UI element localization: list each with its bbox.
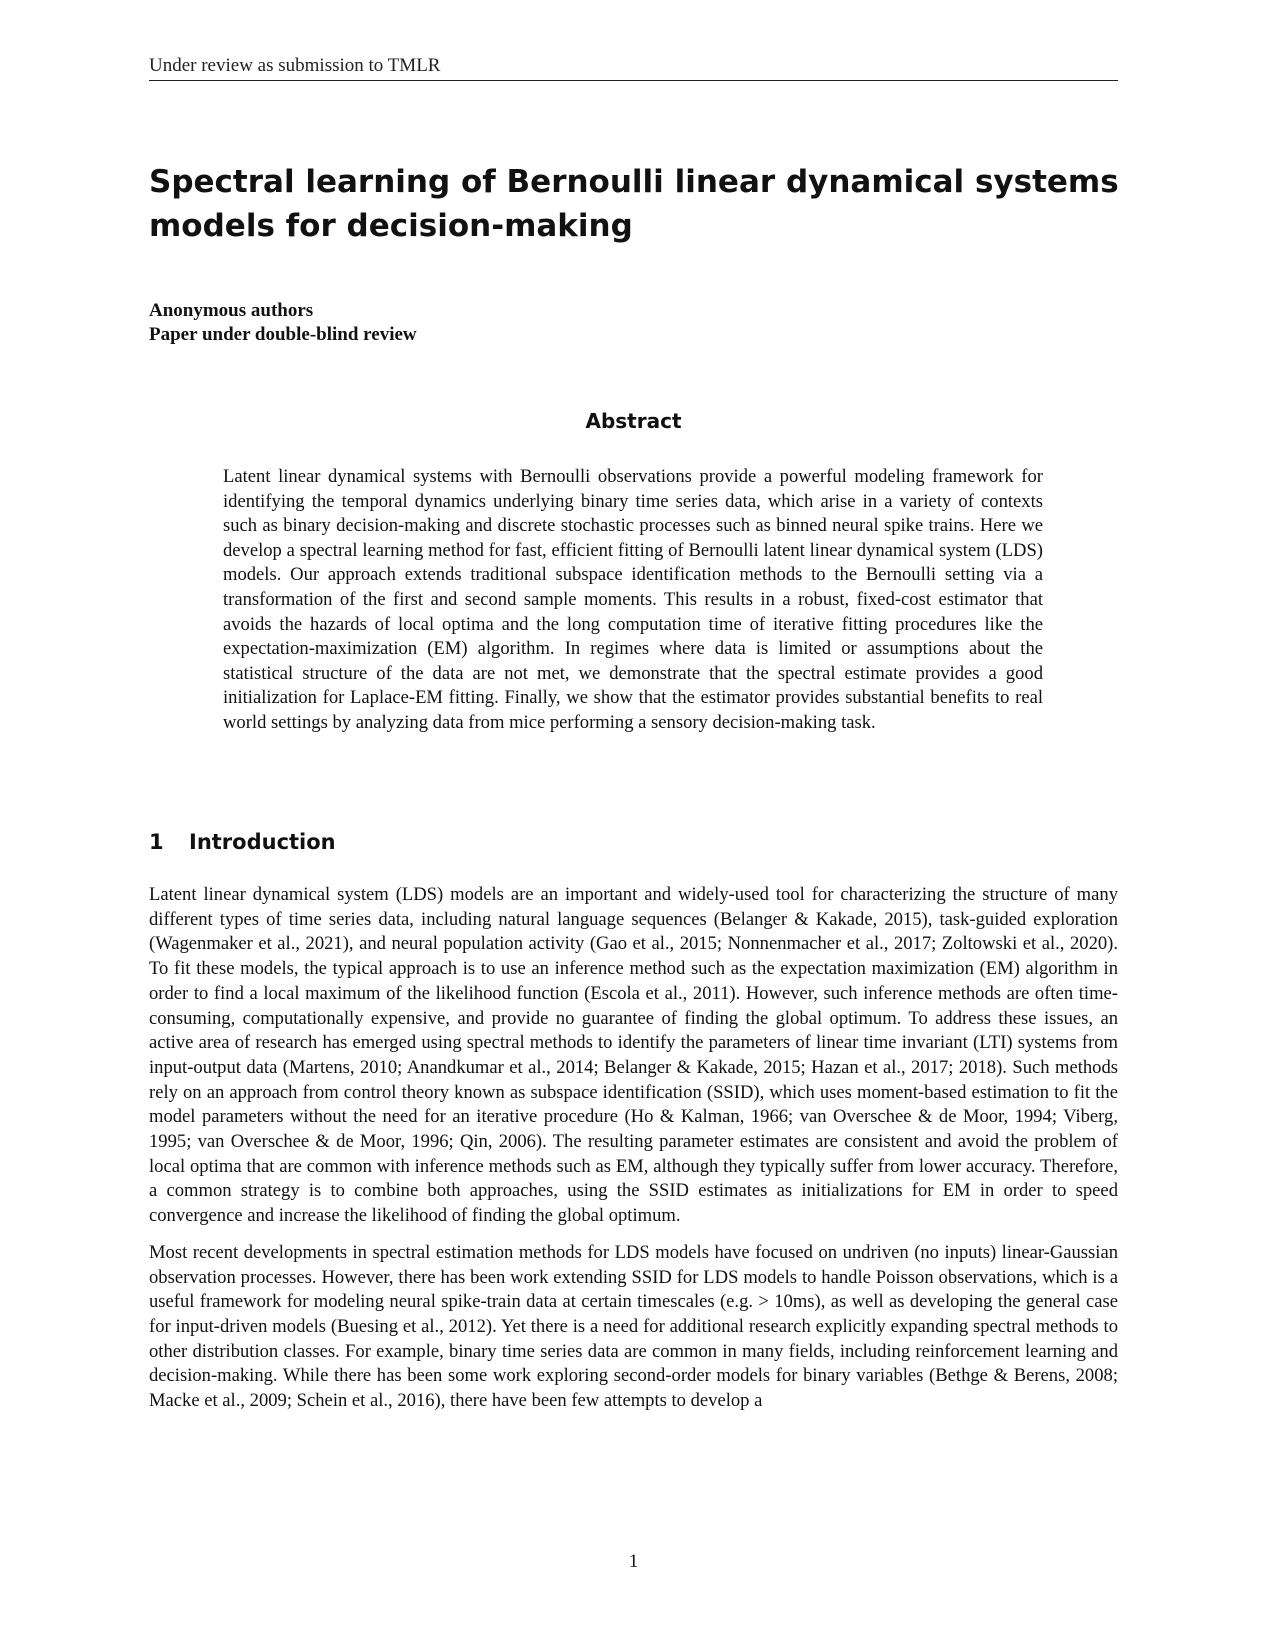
running-head: Under review as submission to TMLR bbox=[149, 54, 1118, 81]
review-note: Paper under double-blind review bbox=[149, 324, 417, 345]
author-block bbox=[149, 299, 749, 347]
abstract-text: Latent linear dynamical systems with Bernoulli observations provide a powerful modeling framework for identifying the temporal dynamics underlying binary time series data, which arise in a variety of contexts such as binary decision-making and discrete stochastic processes such as binned neural spike trains. Here we develop a spectral learning method for fast, efficient fitting of Bernoulli latent linear dynamical system (LDS) models. Our approach extends traditional subspace identification methods to the Bernoulli setting via a transformation of the first and second sample moments. This results in a robust, fixed-cost estimator that avoids the hazards of local optima and the long computation time of iterative fitting procedures like the expectation-maximization (EM) algorithm. In regimes where data is limited or assumptions about the statistical structure of the data are not met, we demonstrate that the spectral estimate provides a good initialization for Laplace-EM fitting. Finally, we show that the estimator provides substantial benefits to real world settings by analyzing data from mice performing a sensory decision-making task. bbox=[223, 466, 1043, 733]
abstract-heading: Abstract bbox=[585, 409, 682, 433]
paper-title: Spectral learning of Bernoulli linear dynamical systems models for decision-making bbox=[149, 164, 1119, 244]
section-title: Introduction bbox=[189, 830, 336, 854]
authors: Anonymous authors bbox=[149, 300, 314, 321]
introduction-body bbox=[149, 883, 1118, 1426]
section-number: 1 bbox=[149, 830, 164, 854]
section-heading-introduction bbox=[149, 828, 749, 856]
page-number: 1 bbox=[628, 1551, 639, 1572]
paragraph: Most recent developments in spectral estimation methods for LDS models have focused on undriven (no inputs) linear-Gaussian observation processes. However, there has been work extending SSID for LDS models to handle Poisson observations, which is a useful framework for modeling neural spike-train data at certain timescales (e.g. > 10ms), as well as developing the general case for input-driven models (Buesing et al., 2012). Yet there is a need for additional research explicitly expanding spectral methods to other distribution classes. For example, binary time series data are common in many fields, including reinforcement learning and decision-making. While there has been some work exploring second-order models for binary variables (Bethge & Berens, 2008; Macke et al., 2009; Schein et al., 2016), there have been few attempts to develop a bbox=[149, 1241, 1118, 1412]
paragraph: Latent linear dynamical system (LDS) models are an important and widely-used tool for characterizing the structure of many different types of time series data, including natural language sequences (Belanger & Kakade, 2015), task-guided exploration (Wagenmaker et al., 2021), and neural population activity (Gao et al., 2015; Nonnenmacher et al., 2017; Zoltowski et al., 2020). To fit these models, the typical approach is to use an inference method such as the expectation maximization (EM) algorithm in order to find a local maximum of the likelihood function (Escola et al., 2011). However, such inference methods are often time-consuming, computationally expensive, and provide no guarantee of finding the global optimum. To address these issues, an active area of research has emerged using spectral methods to identify the parameters of linear time invariant (LTI) systems from input-output data (Martens, 2010; Anandkumar et al., 2014; Belanger & Kakade, 2015; Hazan et al., 2017; 2018). Such methods rely on an approach from control theory known as subspace identification (SSID), which uses moment-based estimation to fit the model parameters without the need for an iterative procedure (Ho & Kalman, 1966; van Overschee & de Moor, 1994; Viberg, 1995; van Overschee & de Moor, 1996; Qin, 2006). The resulting parameter estimates are consistent and avoid the problem of local optima that are common with inference methods such as EM, although they typically suffer from lower accuracy. Therefore, a common strategy is to combine both approaches, using the SSID estimates as initializations for EM in order to speed convergence and increase the likelihood of finding the global optimum. bbox=[149, 884, 1118, 1227]
